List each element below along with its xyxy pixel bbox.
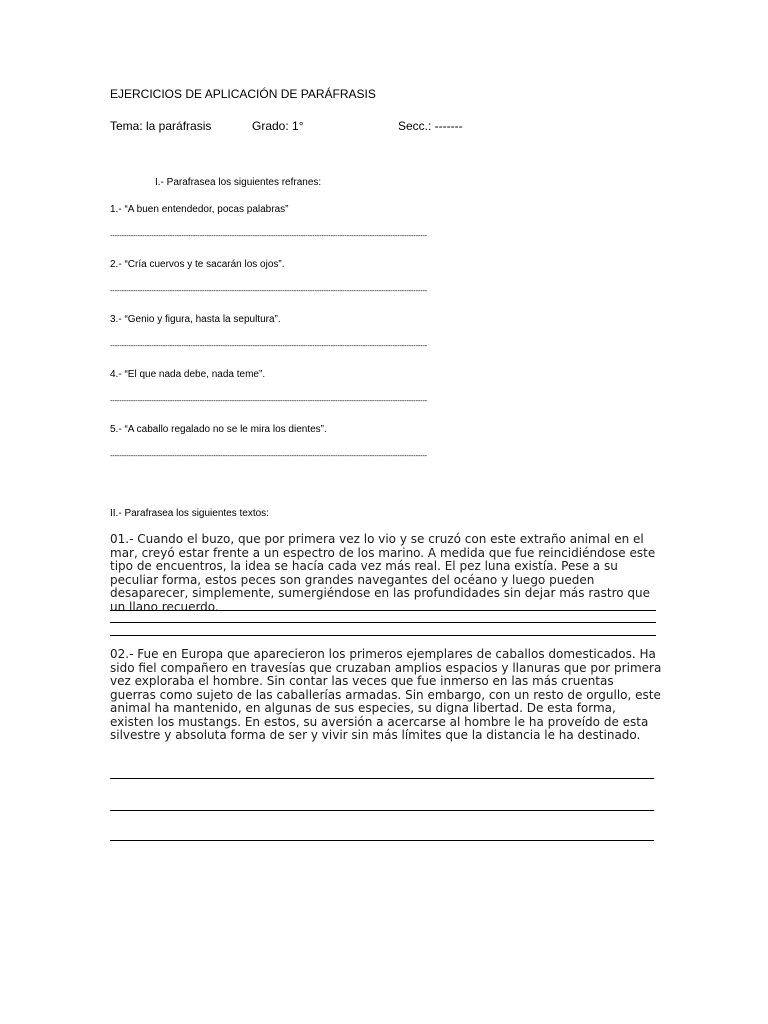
answer-underline[interactable] <box>110 610 656 611</box>
refran-1: 1.- “A buen entendedor, pocas palabras” <box>110 204 289 215</box>
answer-line-3[interactable]: ------------------------------------------------------------------------------------------------------------------------------------------ <box>110 341 428 350</box>
refran-3: 3.- “Genio y figura, hasta la sepultura”. <box>110 314 281 325</box>
refran-5: 5.- “A caballo regalado no se le mira los dientes”. <box>110 424 327 435</box>
answer-underline[interactable] <box>110 810 654 811</box>
tema-label: Tema: la paráfrasis <box>110 119 212 133</box>
answer-line-4[interactable]: ------------------------------------------------------------------------------------------------------------------------------------------ <box>110 396 428 405</box>
refran-4: 4.- “El que nada debe, nada teme”. <box>110 369 266 380</box>
page-title: EJERCICIOS DE APLICACIÓN DE PARÁFRASIS <box>110 87 376 101</box>
section-2-heading: II.- Parafrasea los siguientes textos: <box>110 508 269 519</box>
secc-label: Secc.: ------- <box>398 119 463 133</box>
refran-2: 2.- “Cría cuervos y te sacarán los ojos”. <box>110 259 285 270</box>
section-1-heading: I.- Parafrasea los siguientes refranes: <box>155 177 322 188</box>
answer-line-1[interactable]: ------------------------------------------------------------------------------------------------------------------------------------------ <box>110 231 428 240</box>
answer-underline[interactable] <box>110 622 656 623</box>
text-01: 01.- Cuando el buzo, que por primera vez lo vio y se cruzó con este extraño animal en el mar, creyó estar frente a un espectro de los marino. A medida que fue reincidiéndose este tipo de encuentros, la idea se hacía cada vez más real. El pez luna existía. Pese a su peculiar forma, estos peces son grandes navegantes del océano y luego pueden desaparecer, simplemente, sumergiéndose en las profundidades sin dejar más rastro que un llano recuerdo. <box>110 532 656 614</box>
answer-underline[interactable] <box>110 635 656 636</box>
grado-label: Grado: 1° <box>252 119 304 133</box>
answer-underline[interactable] <box>110 778 654 779</box>
answer-underline[interactable] <box>110 840 654 841</box>
text-02: 02.- Fue en Europa que aparecieron los primeros ejemplares de caballos domesticados. Ha sido fiel compañero en travesías que cruzaban amplios espacios y llanuras que por primera vez exploraba el hombre. Sin contar las veces que fue inmerso en las más cruentas guerras como sujeto de las caballerías armadas. Sin embargo, con un resto de orgullo, este animal ha mantenido, en algunas de sus especies, su digna libertad. De esta forma, existen los mustangs. En estos, su aversión a acercarse al hombre le ha proveído de esta silvestre y absoluta forma de ser y vivir sin más límites que la distancia le ha destinado. <box>110 647 662 742</box>
answer-line-2[interactable]: ------------------------------------------------------------------------------------------------------------------------------------------ <box>110 286 428 295</box>
answer-line-5[interactable]: ------------------------------------------------------------------------------------------------------------------------------------------ <box>110 451 428 460</box>
